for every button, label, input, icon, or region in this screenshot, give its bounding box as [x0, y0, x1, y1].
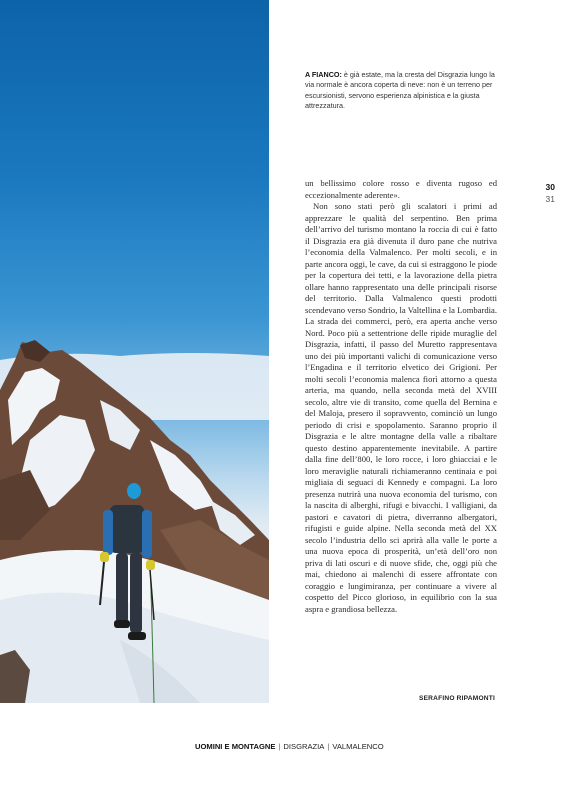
caption-text: è già estate, ma la cresta del Disgrazia lungo la via normale è ancora coperta di neve: non è un terreno per escursionisti, servono esperienza alpinistica e la giusta attrezzatura. [305, 70, 495, 111]
footer-separator: | [327, 742, 330, 751]
page-footer [195, 742, 384, 751]
mountain-climber-photo [0, 0, 269, 703]
footer-section: DISGRAZIA [283, 742, 325, 751]
page-numbers [533, 181, 555, 205]
footer-separator: | [278, 742, 281, 751]
article-body [305, 178, 497, 615]
footer-subsection: VALMALENCO [332, 742, 384, 751]
article-paragraph: un bellissimo colore rosso e diventa rugoso ed eccezionalmente aderente». [305, 178, 497, 200]
footer-series: UOMINI E MONTAGNE [195, 742, 276, 751]
photo-caption [305, 70, 495, 112]
page-number-other: 31 [545, 194, 555, 204]
photo-illustration [0, 0, 269, 703]
article-author: SERAFINO RIPAMONTI [418, 695, 495, 702]
article-paragraph: Non sono stati però gli scalatori i primi ad apprezzare le qualità del serpentino. Ben prima dell’arrivo del turismo montano la roccia di cui è fatto il Disgrazia era già divenuta il duro pane che nutriva l’economia della Valmalenco. Per molti secoli, e in parte ancora oggi, le cave, da cui si estraggono le piode per la copertura dei tetti, e la lavorazione della pietra ollare hanno rappresentato una delle principali risorse del territorio. Dalla Valmalenco questi prodotti scendevano verso Sondrio, la Valtellina e la Lombardia. La strada dei commerci, però, era aperta anche verso Nord. Poco più a settentrione delle ripide muraglie del Disgrazia, infatti, il passo del Muretto rappresentava uno dei più importanti valichi di comunicazione verso l’Engadina e il territorio elvetico dei Grigioni. Per molti secoli l’economia malenca fiorì attorno a questa arteria, ma quando, nella seconda metà del XVIII secolo, altre vie di transito, come quella del Bernina e del Maloja, presero il sopravvento, cominciò un lungo periodo di crisi e spopolamento. Saranno proprio il Disgrazia e le altre montagne della valle a ribaltare questo destino apparentemente inevitabile. A partire dalla fine dell’800, le loro rocce, i loro ghiacciai e le loro meraviglie naturali richiameranno centinaia e poi migliaia di seguaci di Kennedy e compagni. La loro presenza nutrirà una nuova economia del turismo, con la nascita di alberghi, rifugi e bivacchi. I valligiani, da pastori e cavatori di pietra, diverranno albergatori, rifugisti e guide alpine. Nella seconda metà del XX secolo l’industria dello sci aprirà alla valle le porte a una nuova epoca di prosperità, un’età dell’oro non priva di lati oscuri e di nuove sfide, che, oggi più che mai, chiedono ai malenchi di essere affrontate con coraggio e lungimiranza, per continuare a vivere al cospetto del Picco glorioso, in equilibrio con la sua aspra e grandiosa bellezza. [305, 201, 497, 614]
caption-label: A FIANCO: [305, 70, 342, 79]
page-number-current: 30 [545, 182, 555, 192]
